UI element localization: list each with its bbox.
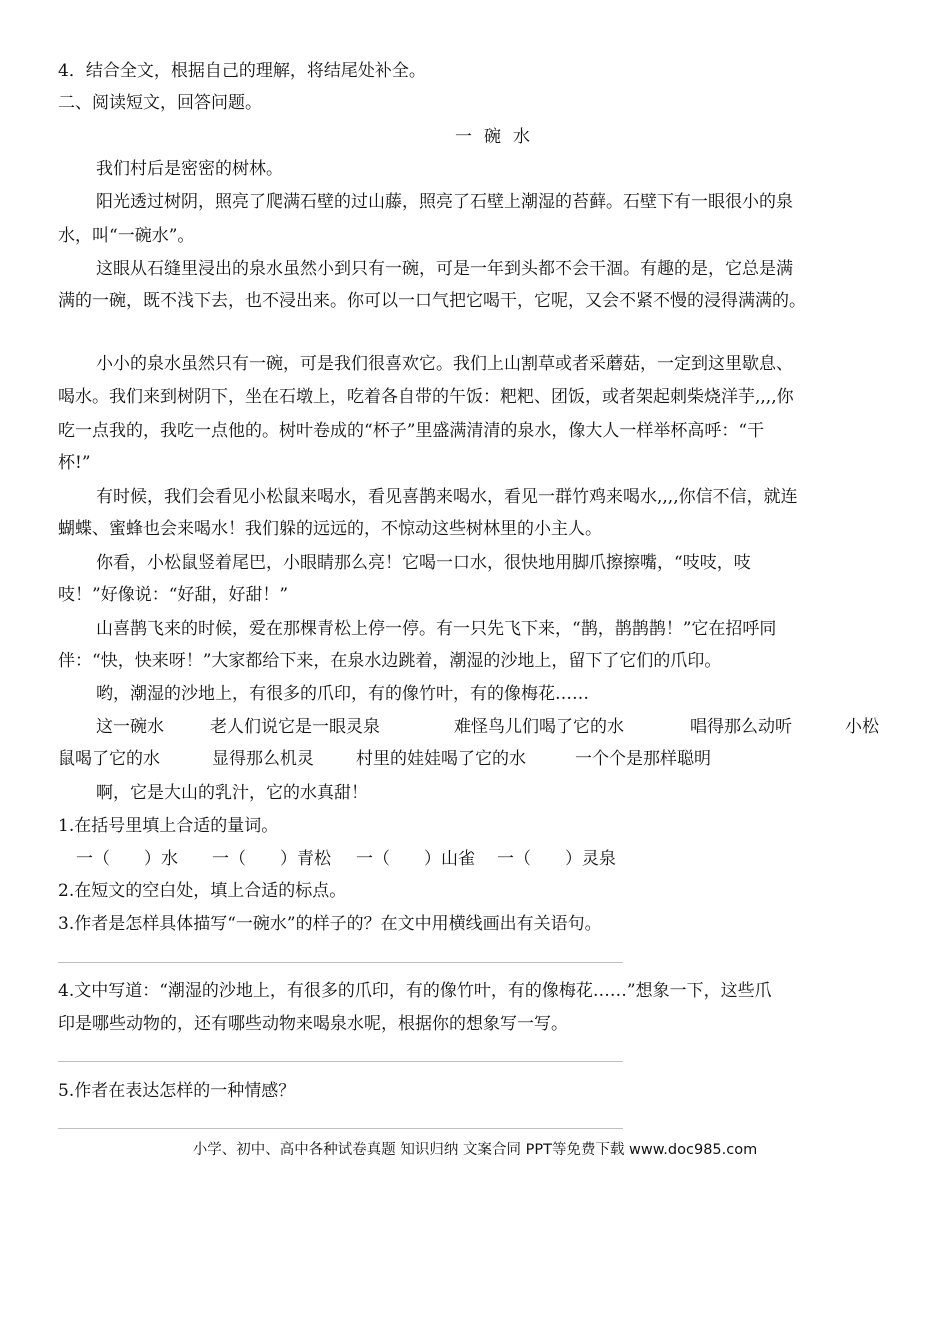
paragraph-7-line-2: 伴：“快，快来呀！”大家都给下来，在泉水边跳着，潮湿的沙地上，留下了它们的爪印。 (58, 651, 722, 671)
question-1: 1.在括号里填上合适的量词。 (58, 816, 279, 836)
paragraph-2-line-2: 水，叫“一碗水”。 (58, 226, 195, 246)
question-3: 3.作者是怎样具体描写“一碗水”的样子的？在文中用横线画出有关语句。 (58, 914, 602, 934)
paragraph-4-line-1: 小小的泉水虽然只有一碗，可是我们很喜欢它。我们上山割草或者采蘑菇，一定到这里歇息、 (96, 354, 793, 374)
paragraph-9-line2-part-2: 显得那么机灵 (212, 749, 314, 769)
question-1-item-3[interactable]: 一（ ）山雀 (356, 849, 475, 869)
question-2: 2.在短文的空白处，填上合适的标点。 (58, 881, 347, 901)
paragraph-8: 哟，潮湿的沙地上，有很多的爪印，有的像竹叶，有的像梅花…… (96, 684, 589, 704)
question-1-item-2[interactable]: 一（ ）青松 (212, 849, 331, 869)
section-heading: 二、阅读短文，回答问题。 (58, 93, 262, 113)
paragraph-3-line-1: 这眼从石缝里浸出的泉水虽然小到只有一碗，可是一年到头都不会干涸。有趣的是，它总是满 (96, 259, 793, 279)
question-4-line-1: 4.文中写道：“潮湿的沙地上，有很多的爪印，有的像竹叶，有的像梅花……”想象一下，这些爪 (58, 981, 772, 1001)
paragraph-9-part-3: 难怪鸟儿们喝了它的水 (454, 717, 624, 737)
question-5: 5.作者在表达怎样的一种情感？ (58, 1081, 296, 1101)
paragraph-9-part-2: 老人们说它是一眼灵泉 (210, 717, 380, 737)
paragraph-4-line-4: 杯!” (58, 453, 91, 473)
paragraph-6-line-1: 你看，小松鼠竖着尾巴，小眼睛那么亮！它喝一口水，很快地用脚爪擦擦嘴，“吱吱，吱 (96, 553, 751, 573)
paragraph-1: 我们村后是密密的树林。 (96, 159, 283, 179)
question-4-line-2: 印是哪些动物的，还有哪些动物来喝泉水呢，根据你的想象写一写。 (58, 1014, 568, 1034)
paragraph-9-line2-part-4: 一个个是那样聪明 (575, 749, 711, 769)
question-1-item-4[interactable]: 一（ ）灵泉 (497, 849, 616, 869)
article-title: 一碗水 (455, 127, 542, 147)
answer-line-4[interactable] (58, 1061, 623, 1062)
paragraph-9-part-1: 这一碗水 (96, 717, 164, 737)
answer-line-5[interactable] (58, 1128, 623, 1129)
answer-line-3[interactable] (58, 962, 623, 963)
question-1-item-1[interactable]: 一（ ）水 (76, 849, 178, 869)
paragraph-2-line-1: 阳光透过树阴，照亮了爬满石壁的过山藤，照亮了石壁上潮湿的苔藓。石壁下有一眼很小的泉 (96, 192, 793, 212)
paragraph-9-line2-part-1: 鼠喝了它的水 (58, 749, 160, 769)
paragraph-4-line-3: 吃一点我的，我吃一点他的。树叶卷成的“杯子”里盛满清清的泉水，像大人一样举杯高呼：“干 (58, 421, 765, 441)
paragraph-6-line-2: 吱！”好像说：“好甜，好甜！” (58, 585, 289, 605)
prev-question-4: 4．结合全文，根据自己的理解，将结尾处补全。 (58, 61, 426, 81)
paragraph-5-line-1: 有时候，我们会看见小松鼠来喝水，看见喜鹊来喝水，看见一群竹鸡来喝水,,,,你信不信，就连 (96, 487, 798, 507)
footer-text: 小学、初中、高中各种试卷真题 知识归纳 文案合同 PPT等免费下载 www.doc985.com (192, 1142, 758, 1158)
paragraph-7-line-1: 山喜鹊飞来的时候，爱在那棵青松上停一停。有一只先飞下来，“鹊，鹊鹊鹊！”它在招呼同 (96, 619, 777, 639)
paragraph-9-line2-part-3: 村里的娃娃喝了它的水 (356, 749, 526, 769)
paragraph-4-line-2: 喝水。我们来到树阴下，坐在石墩上，吃着各自带的午饭：粑粑、团饭，或者架起刺柴烧洋芋,,,,你 (58, 387, 794, 407)
paragraph-9-part-5: 小松 (845, 717, 879, 737)
paragraph-3-line-2: 满的一碗，既不浅下去，也不浸出来。你可以一口气把它喝干，它呢，又会不紧不慢的浸得满满的。 (58, 291, 806, 311)
paragraph-10: 啊，它是大山的乳汁，它的水真甜！ (96, 783, 368, 803)
paragraph-5-line-2: 蝴蝶、蜜蜂也会来喝水！我们躲的远远的，不惊动这些树林里的小主人。 (58, 519, 602, 539)
paragraph-9-part-4: 唱得那么动听 (690, 717, 792, 737)
